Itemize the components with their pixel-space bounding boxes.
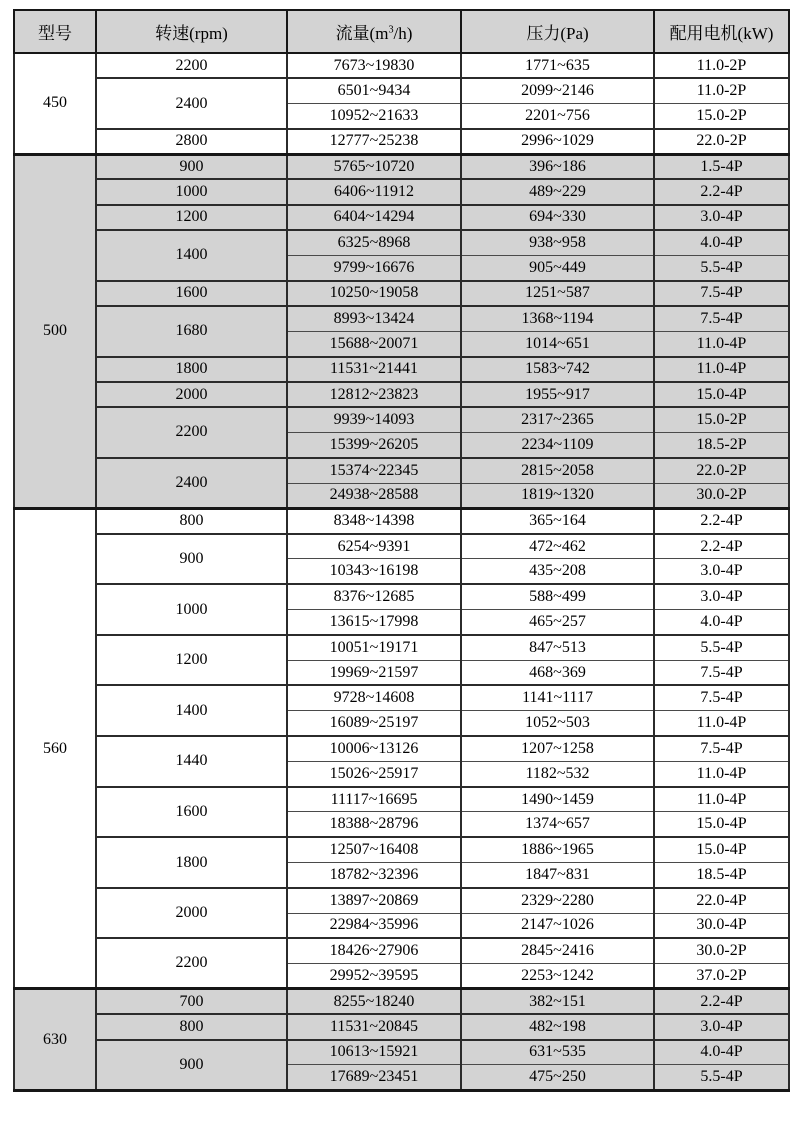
flow-cell: 10952~21633 bbox=[287, 104, 461, 129]
pressure-cell: 1374~657 bbox=[461, 812, 654, 837]
table-row bbox=[14, 205, 789, 230]
flow-cell: 8376~12685 bbox=[287, 584, 461, 609]
motor-cell: 1.5-4P bbox=[654, 154, 789, 179]
flow-cell: 19969~21597 bbox=[287, 660, 461, 685]
flow-cell: 18388~28796 bbox=[287, 812, 461, 837]
pressure-cell: 1583~742 bbox=[461, 357, 654, 382]
pressure-cell: 435~208 bbox=[461, 559, 654, 584]
rpm-cell: 900 bbox=[96, 1040, 287, 1091]
rpm-cell: 2200 bbox=[96, 938, 287, 989]
header-model: 型号 bbox=[14, 10, 96, 53]
motor-cell: 11.0-4P bbox=[654, 761, 789, 786]
rpm-cell: 1440 bbox=[96, 736, 287, 787]
flow-cell: 15399~26205 bbox=[287, 432, 461, 457]
pressure-cell: 482~198 bbox=[461, 1014, 654, 1039]
rpm-cell: 2800 bbox=[96, 129, 287, 154]
model-cell: 500 bbox=[14, 154, 96, 508]
flow-cell: 12812~23823 bbox=[287, 382, 461, 407]
motor-cell: 11.0-2P bbox=[654, 53, 789, 78]
model-cell: 630 bbox=[14, 989, 96, 1090]
pressure-cell: 1251~587 bbox=[461, 281, 654, 306]
rpm-cell: 2200 bbox=[96, 53, 287, 78]
table-row bbox=[14, 129, 789, 154]
pressure-cell: 588~499 bbox=[461, 584, 654, 609]
pressure-cell: 2099~2146 bbox=[461, 78, 654, 103]
rpm-cell: 1000 bbox=[96, 179, 287, 204]
pressure-cell: 2253~1242 bbox=[461, 964, 654, 989]
pressure-cell: 382~151 bbox=[461, 989, 654, 1014]
motor-cell: 11.0-4P bbox=[654, 787, 789, 812]
rpm-cell: 1200 bbox=[96, 205, 287, 230]
flow-cell: 6501~9434 bbox=[287, 78, 461, 103]
header-flow bbox=[287, 10, 461, 53]
flow-cell: 10006~13126 bbox=[287, 736, 461, 761]
pressure-cell: 1886~1965 bbox=[461, 837, 654, 862]
table-row bbox=[14, 1040, 789, 1065]
header-pressure: 压力(Pa) bbox=[461, 10, 654, 53]
table-row bbox=[14, 787, 789, 812]
motor-cell: 11.0-2P bbox=[654, 78, 789, 103]
motor-cell: 18.5-2P bbox=[654, 432, 789, 457]
flow-cell: 18782~32396 bbox=[287, 863, 461, 888]
flow-cell: 15688~20071 bbox=[287, 331, 461, 356]
flow-cell: 24938~28588 bbox=[287, 483, 461, 508]
pressure-cell: 1368~1194 bbox=[461, 306, 654, 331]
rpm-cell: 700 bbox=[96, 989, 287, 1014]
pressure-cell: 475~250 bbox=[461, 1065, 654, 1090]
motor-cell: 15.0-4P bbox=[654, 382, 789, 407]
flow-cell: 9939~14093 bbox=[287, 407, 461, 432]
rpm-cell: 1800 bbox=[96, 837, 287, 888]
table-row bbox=[14, 989, 789, 1014]
pressure-cell: 2996~1029 bbox=[461, 129, 654, 154]
pressure-cell: 396~186 bbox=[461, 154, 654, 179]
motor-cell: 4.0-4P bbox=[654, 610, 789, 635]
pressure-cell: 1490~1459 bbox=[461, 787, 654, 812]
table-row bbox=[14, 635, 789, 660]
motor-cell: 11.0-4P bbox=[654, 711, 789, 736]
flow-cell: 11531~20845 bbox=[287, 1014, 461, 1039]
flow-cell: 13615~17998 bbox=[287, 610, 461, 635]
pressure-cell: 1819~1320 bbox=[461, 483, 654, 508]
flow-cell: 18426~27906 bbox=[287, 938, 461, 963]
motor-cell: 15.0-2P bbox=[654, 104, 789, 129]
header-flow-superscript: 3 bbox=[388, 24, 394, 36]
pressure-cell: 472~462 bbox=[461, 534, 654, 559]
pressure-cell: 2234~1109 bbox=[461, 432, 654, 457]
motor-cell: 11.0-4P bbox=[654, 357, 789, 382]
table-row bbox=[14, 407, 789, 432]
rpm-cell: 800 bbox=[96, 1014, 287, 1039]
flow-cell: 6325~8968 bbox=[287, 230, 461, 255]
motor-cell: 5.5-4P bbox=[654, 635, 789, 660]
model-cell: 450 bbox=[14, 53, 96, 154]
flow-cell: 10250~19058 bbox=[287, 281, 461, 306]
flow-cell: 9728~14608 bbox=[287, 685, 461, 710]
flow-cell: 11531~21441 bbox=[287, 357, 461, 382]
header-flow-text: 流量(m bbox=[335, 24, 389, 43]
rpm-cell: 2400 bbox=[96, 458, 287, 509]
pressure-cell: 1207~1258 bbox=[461, 736, 654, 761]
table-row bbox=[14, 306, 789, 331]
motor-cell: 22.0-4P bbox=[654, 888, 789, 913]
pressure-cell: 1182~532 bbox=[461, 761, 654, 786]
rpm-cell: 900 bbox=[96, 534, 287, 585]
flow-cell: 16089~25197 bbox=[287, 711, 461, 736]
spec-table bbox=[13, 9, 790, 1092]
flow-cell: 10343~16198 bbox=[287, 559, 461, 584]
flow-cell: 10613~15921 bbox=[287, 1040, 461, 1065]
motor-cell: 4.0-4P bbox=[654, 230, 789, 255]
pressure-cell: 1052~503 bbox=[461, 711, 654, 736]
flow-cell: 12507~16408 bbox=[287, 837, 461, 862]
table-row bbox=[14, 837, 789, 862]
table-row bbox=[14, 888, 789, 913]
flow-cell: 8255~18240 bbox=[287, 989, 461, 1014]
table-row bbox=[14, 508, 789, 533]
table-row bbox=[14, 179, 789, 204]
rpm-cell: 2200 bbox=[96, 407, 287, 458]
header-row bbox=[14, 10, 789, 53]
rpm-cell: 1400 bbox=[96, 685, 287, 736]
flow-cell: 13897~20869 bbox=[287, 888, 461, 913]
pressure-cell: 694~330 bbox=[461, 205, 654, 230]
motor-cell: 5.5-4P bbox=[654, 255, 789, 280]
pressure-cell: 365~164 bbox=[461, 508, 654, 533]
table-row bbox=[14, 53, 789, 78]
flow-cell: 8348~14398 bbox=[287, 508, 461, 533]
rpm-cell: 2000 bbox=[96, 888, 287, 939]
motor-cell: 7.5-4P bbox=[654, 281, 789, 306]
motor-cell: 18.5-4P bbox=[654, 863, 789, 888]
pressure-cell: 2815~2058 bbox=[461, 458, 654, 483]
table-row bbox=[14, 458, 789, 483]
rpm-cell: 1600 bbox=[96, 787, 287, 838]
model-cell: 560 bbox=[14, 508, 96, 989]
motor-cell: 7.5-4P bbox=[654, 736, 789, 761]
table-row bbox=[14, 357, 789, 382]
flow-cell: 10051~19171 bbox=[287, 635, 461, 660]
table-row bbox=[14, 78, 789, 103]
rpm-cell: 1800 bbox=[96, 357, 287, 382]
motor-cell: 30.0-2P bbox=[654, 483, 789, 508]
pressure-cell: 1955~917 bbox=[461, 382, 654, 407]
rpm-cell: 1200 bbox=[96, 635, 287, 686]
motor-cell: 7.5-4P bbox=[654, 685, 789, 710]
motor-cell: 15.0-4P bbox=[654, 812, 789, 837]
pressure-cell: 2845~2416 bbox=[461, 938, 654, 963]
rpm-cell: 2400 bbox=[96, 78, 287, 129]
motor-cell: 3.0-4P bbox=[654, 584, 789, 609]
rpm-cell: 2000 bbox=[96, 382, 287, 407]
table-row bbox=[14, 534, 789, 559]
motor-cell: 22.0-2P bbox=[654, 129, 789, 154]
rpm-cell: 1400 bbox=[96, 230, 287, 281]
flow-cell: 29952~39595 bbox=[287, 964, 461, 989]
flow-cell: 15026~25917 bbox=[287, 761, 461, 786]
pressure-cell: 1014~651 bbox=[461, 331, 654, 356]
pressure-cell: 938~958 bbox=[461, 230, 654, 255]
motor-cell: 7.5-4P bbox=[654, 306, 789, 331]
flow-cell: 17689~23451 bbox=[287, 1065, 461, 1090]
pressure-cell: 465~257 bbox=[461, 610, 654, 635]
flow-cell: 15374~22345 bbox=[287, 458, 461, 483]
table-row bbox=[14, 584, 789, 609]
motor-cell: 15.0-4P bbox=[654, 837, 789, 862]
motor-cell: 30.0-4P bbox=[654, 913, 789, 938]
motor-cell: 2.2-4P bbox=[654, 508, 789, 533]
flow-cell: 9799~16676 bbox=[287, 255, 461, 280]
header-motor: 配用电机(kW) bbox=[654, 10, 789, 53]
motor-cell: 22.0-2P bbox=[654, 458, 789, 483]
flow-cell: 12777~25238 bbox=[287, 129, 461, 154]
table-row bbox=[14, 154, 789, 179]
rpm-cell: 1600 bbox=[96, 281, 287, 306]
motor-cell: 3.0-4P bbox=[654, 559, 789, 584]
header-flow-unit: /h) bbox=[393, 24, 413, 43]
flow-cell: 6406~11912 bbox=[287, 179, 461, 204]
pressure-cell: 631~535 bbox=[461, 1040, 654, 1065]
table-row bbox=[14, 382, 789, 407]
motor-cell: 5.5-4P bbox=[654, 1065, 789, 1090]
table-row bbox=[14, 1014, 789, 1039]
pressure-cell: 2147~1026 bbox=[461, 913, 654, 938]
motor-cell: 2.2-4P bbox=[654, 179, 789, 204]
motor-cell: 15.0-2P bbox=[654, 407, 789, 432]
motor-cell: 3.0-4P bbox=[654, 205, 789, 230]
flow-cell: 6404~14294 bbox=[287, 205, 461, 230]
table-row bbox=[14, 685, 789, 710]
table-row bbox=[14, 938, 789, 963]
flow-cell: 11117~16695 bbox=[287, 787, 461, 812]
motor-cell: 4.0-4P bbox=[654, 1040, 789, 1065]
pressure-cell: 489~229 bbox=[461, 179, 654, 204]
pressure-cell: 847~513 bbox=[461, 635, 654, 660]
pressure-cell: 1771~635 bbox=[461, 53, 654, 78]
rpm-cell: 1000 bbox=[96, 584, 287, 635]
header-rpm: 转速(rpm) bbox=[96, 10, 287, 53]
spec-table-body bbox=[14, 53, 789, 1090]
flow-cell: 8993~13424 bbox=[287, 306, 461, 331]
rpm-cell: 800 bbox=[96, 508, 287, 533]
motor-cell: 30.0-2P bbox=[654, 938, 789, 963]
flow-cell: 22984~35996 bbox=[287, 913, 461, 938]
pressure-cell: 2329~2280 bbox=[461, 888, 654, 913]
flow-cell: 5765~10720 bbox=[287, 154, 461, 179]
motor-cell: 3.0-4P bbox=[654, 1014, 789, 1039]
rpm-cell: 1680 bbox=[96, 306, 287, 357]
pressure-cell: 2317~2365 bbox=[461, 407, 654, 432]
table-row bbox=[14, 230, 789, 255]
motor-cell: 11.0-4P bbox=[654, 331, 789, 356]
table-row bbox=[14, 281, 789, 306]
pressure-cell: 1847~831 bbox=[461, 863, 654, 888]
flow-cell: 7673~19830 bbox=[287, 53, 461, 78]
pressure-cell: 905~449 bbox=[461, 255, 654, 280]
motor-cell: 2.2-4P bbox=[654, 989, 789, 1014]
motor-cell: 2.2-4P bbox=[654, 534, 789, 559]
table-row bbox=[14, 736, 789, 761]
pressure-cell: 2201~756 bbox=[461, 104, 654, 129]
motor-cell: 37.0-2P bbox=[654, 964, 789, 989]
flow-cell: 6254~9391 bbox=[287, 534, 461, 559]
motor-cell: 7.5-4P bbox=[654, 660, 789, 685]
pressure-cell: 1141~1117 bbox=[461, 685, 654, 710]
pressure-cell: 468~369 bbox=[461, 660, 654, 685]
rpm-cell: 900 bbox=[96, 154, 287, 179]
